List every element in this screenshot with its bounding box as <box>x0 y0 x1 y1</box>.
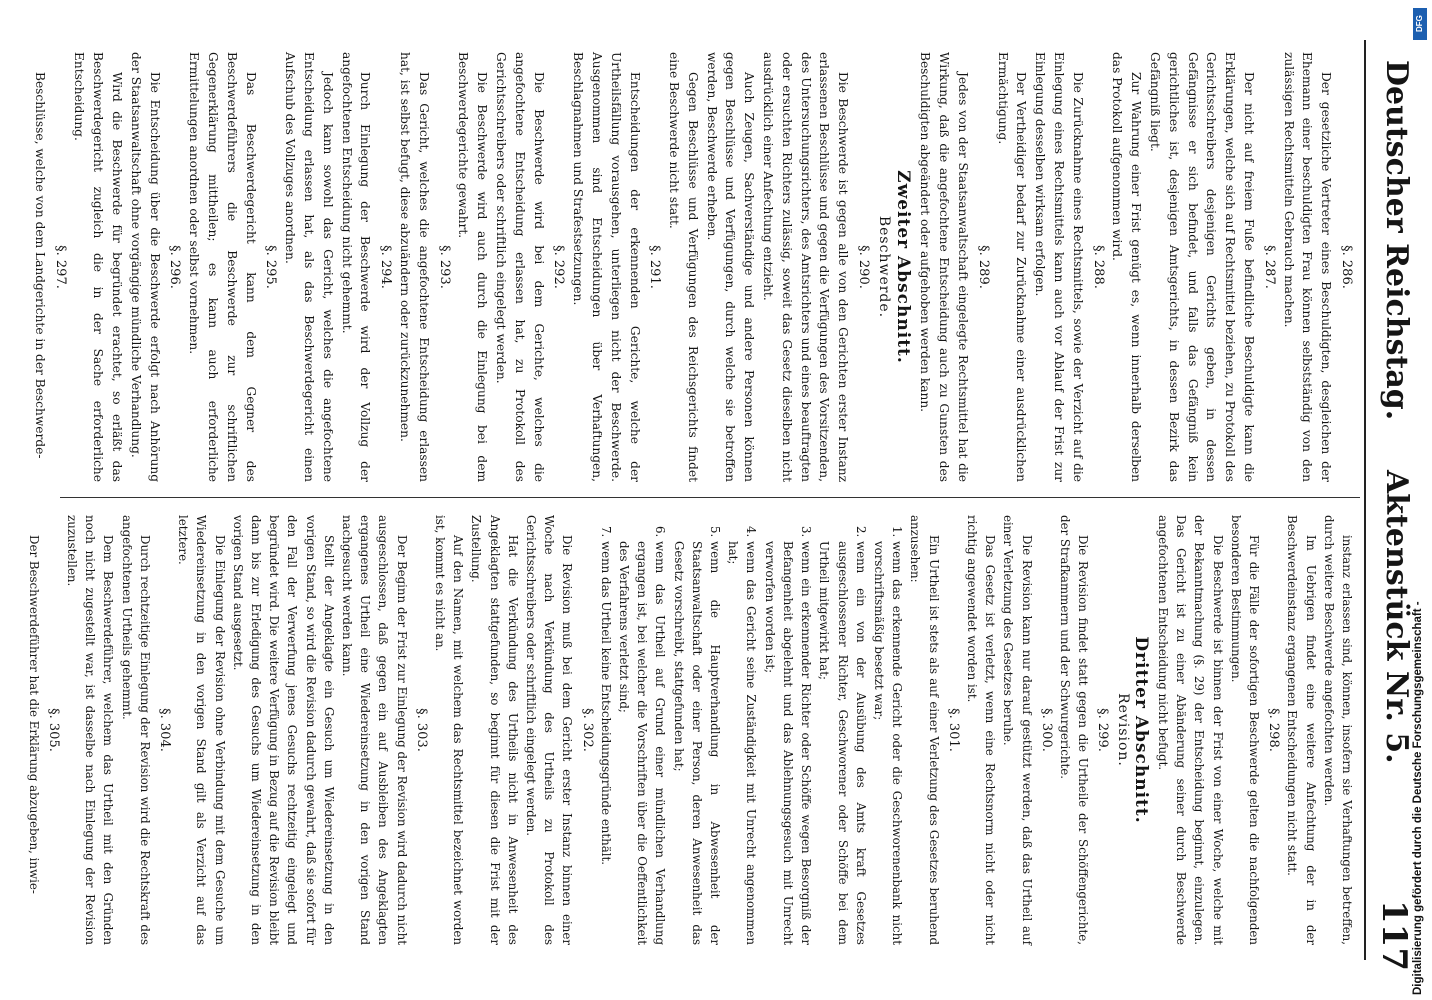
paragraph: Wird die Beschwerde für begründet erachtet, so erläßt das Beschwerdegericht zugleich die in der Sache erforderliche Entscheidung. <box>72 52 124 482</box>
section-number: §. 298. <box>1266 708 1282 752</box>
paragraph: Die Beschwerde ist binnen der Frist von einer Woche, welche mit der Bekanntmachung (§. 29) der Entscheidung beginnt, einzulegen. Das Gericht ist zu einer Abänderung seiner durch Beschwerde angefochtenen Entscheidung nicht befugt. <box>1155 515 1225 945</box>
paragraph: Zur Wahrung einer Frist genügt es, wenn innerhalb derselben das Protokoll aufgenommen wird. <box>1110 52 1144 482</box>
paragraph: Jedoch kann sowohl das Gericht, welches die angefochtene Entscheidung erlassen hat, als das Beschwerdegericht einen Aufschub des Vollzuges anordnen. <box>283 52 335 482</box>
paragraph: Das Gesetz ist verletzt, wenn eine Rechtsnorm nicht oder nicht richtig angewendet worden ist. <box>964 515 998 945</box>
paragraph: Ein Urtheil ist stets als auf einer Verletzung des Gesetzes beruhend anzusehen: <box>908 515 941 945</box>
header-rule <box>1364 40 1366 960</box>
running-header-left: Deutscher Reichstag. <box>1379 60 1414 421</box>
section-number: §. 297. <box>52 245 68 289</box>
paragraph: Der gesetzliche Vertreter eines Beschuldigten, desgleichen der Ehemann einer beschuldigten Frau können selbstständig von den zulässigen Rechtsmitteln Gebrauch machen. <box>1281 52 1334 482</box>
section-number: §. 294. <box>378 245 394 289</box>
digitization-credit: Digitalisierung gefördert durch die Deutsche Forschungsgemeinschaft - <box>1412 601 1424 995</box>
paragraph: Stellt der Angeklagte ein Gesuch um Wiedereinsetzung in den vorigen Stand, so wird die Revision dadurch gewahrt, daß sie sofort für den Fall der Verwerfung jenes Gesuchs rechtzeitig eingelegt und begründet wird. Die weitere Verfügung in Bezug auf die Revision bleibt dann bis zur Erledigung des Gesuchs um Wiedereinsetzung in den vorigen Stand ausgesetzt. <box>230 515 336 945</box>
paragraph: Die Zurücknahme eines Rechtsmittels, sowie der Verzicht auf die Einlegung eines Rechtsmittels kann auch vor Ablauf der Frist zur Einlegung desselben wirksam erfolgen. <box>1033 52 1085 482</box>
paragraph: Der Beschwerdeführer hat die Erklärung abzugeben, inwie- <box>26 535 41 894</box>
paragraph: Auch Zeugen, Sachverständige und andere Personen können gegen Beschlüsse und Verfügungen, durch welche sie betroffen werden, Beschwerde erheben. <box>704 52 757 482</box>
section-number: §. 303. <box>413 708 429 752</box>
paragraph: Die Beschwerde wird auch durch die Einlegung bei dem Beschwerdegerichte gewahrt. <box>456 52 490 482</box>
column-divider <box>60 497 1360 498</box>
section-number: §. 289. <box>975 245 991 289</box>
section-number: §. 286. <box>1339 245 1354 289</box>
section-number: §. 291. <box>647 245 663 289</box>
section-number: §. 290. <box>856 245 872 289</box>
list-item: 2. wenn ein von der Ausübung des Amts kraft Gesetzes ausgeschlossener Richter, Geschworener oder Schöffe bei dem Urtheil mitgewirkt hat; <box>815 541 870 945</box>
paragraph: Für die Fälle der sofortigen Beschwerde gelten die nachfolgenden besonderen Bestimmungen. <box>1228 515 1261 945</box>
section-number: §. 304. <box>157 708 172 752</box>
right-column <box>24 515 1356 945</box>
paragraph: Die Revision muß bei dem Gericht erster Instanz binnen einer Woche nach Verkündung des Urtheils zu Protokoll des Gerichtsschreibers oder schriftlich eingelegt werden. <box>524 515 575 945</box>
section-number: §. 296. <box>167 245 183 289</box>
section-number: §. 287. <box>1261 245 1277 289</box>
section-number: §. 292. <box>551 245 567 289</box>
section-number: §. 299. <box>1095 708 1111 752</box>
paragraph: Jedes von der Staatsanwaltschaft eingelegte Rechtsmittel hat die Wirkung, daß die angefochtene Entscheidung auch zu Gunsten des Beschuldigten abgeändert oder aufgehoben werden kann. <box>918 52 971 482</box>
chapter-heading: Zweiter Abschnitt. <box>892 170 913 364</box>
section-number: §. 288. <box>1090 245 1106 289</box>
paragraph: Im Uebrigen findet eine weitere Anfechtung der in der Beschwerdeinstanz ergangenen Entscheidungen nicht statt. <box>1285 515 1318 945</box>
paragraph: Der Vertheidiger bedarf zur Zurücknahme einer ausdrücklichen Ermächtigung. <box>995 52 1029 482</box>
paragraph: Durch Einlegung der Beschwerde wird der Vollzug der angefochtenen Entscheidung nicht gehemmt. <box>339 52 373 482</box>
section-number: §. 295. <box>263 245 279 289</box>
section-number: §. 302. <box>579 708 595 752</box>
paragraph: Gegen Beschlüsse und Verfügungen des Reichsgerichts findet eine Beschwerde nicht statt. <box>667 52 700 482</box>
list-item: 7. wenn das Urtheil keine Entscheidungsgründe enthält. <box>597 541 615 945</box>
chapter-subtitle: Beschwerde. <box>875 215 892 319</box>
section-number: §. 300. <box>1038 708 1054 752</box>
numbered-list <box>597 515 906 945</box>
list-item: 5. wenn die Hauptverhandlung in Abwesenheit der Staatsanwaltschaft oder einer Person, deren Anwesenheit das Gesetz vorschreibt, stattgefunden hat; <box>669 541 724 945</box>
list-item: 4. wenn das Gericht seine Zuständigkeit mit Unrecht angenommen hat; <box>724 541 760 945</box>
paragraph: Die Einlegung der Revision ohne Verbindung mit dem Gesuche um Wiedereinsetzung in den vorigen Stand gilt als Verzicht auf das letztere. <box>176 515 227 945</box>
page-number: 117 <box>1374 900 1414 971</box>
paragraph: Die Revision kann nur darauf gestützt werden, daß das Urtheil auf einer Verletzung des Gesetzes beruhe. <box>1001 515 1034 945</box>
chapter-subtitle: Revision. <box>1114 693 1131 767</box>
paragraph: Dem Beschwerdeführer, welchem das Urtheil mit den Gründen noch nicht zugestellt war, ist dasselbe nach Einlegung der Revision zuzustellen. <box>64 515 116 945</box>
paragraph: Die Entscheidung über die Beschwerde erfolgt nach Anhörung der Staatsanwaltschaft ohne vorgängige mündliche Verhandlung. <box>128 52 162 482</box>
paragraph: Beschlüsse, welche von dem Landgerichte in der Beschwerde- <box>32 72 47 459</box>
left-column <box>30 52 1356 482</box>
paragraph: Der nicht auf freiem Fuße befindliche Beschuldigte kann die Erklärungen, welche sich auf Rechtsmittel beziehen, zu Protokoll des Gerichtsschreibers desjenigen Gerichts geben, in dessen Gefängnisse er sich befindet, und falls das Gefängniß kein gerichtliches ist, desjenigen Amtsgerichts, in dessen Bezirk das Gefängniß liegt. <box>1148 52 1257 482</box>
section-number: §. 305. <box>45 708 61 752</box>
paragraph: instanz erlassen sind, können, insofern sie Verhaftungen betreffen, durch weitere Beschwerde angefochten werden. <box>1321 515 1354 945</box>
paragraph: Hat die Verkündung des Urtheils nicht in Anwesenheit des Angeklagten stattgefunden, so beginnt für diesen die Frist mit der Zustellung. <box>469 515 520 945</box>
section-number: §. 293. <box>436 245 452 289</box>
paragraph: Entscheidungen der erkennenden Gerichte, welche der Urtheilsfällung vorausgehen, unterliegen nicht der Beschwerde. Ausgenommen sind Entscheidungen über Verhaftungen, Beschlagnahmen und Strafestsetzungen. <box>571 52 642 482</box>
list-item: 3. wenn ein erkennender Richter oder Schöffe wegen Besorgniß der Befangenheit abgelehnt und das Ablehnungsgesuch mit Unrecht verworfen worden ist; <box>761 541 816 945</box>
paragraph: Auf den Namen, mit welchem das Rechtsmittel bezeichnet worden ist, kommt es nicht an. <box>433 515 466 945</box>
running-header-center: Aktenstück Nr. 5. <box>1379 470 1414 764</box>
list-item: 1. wenn das erkennende Gericht oder die Geschworenenbank nicht vorschriftsmäßig besetzt war; <box>870 541 906 945</box>
section-number: §. 301. <box>945 708 961 752</box>
chapter-heading: Dritter Abschnitt. <box>1130 636 1151 824</box>
list-item: 6. wenn das Urtheil auf Grund einer mündlichen Verhandlung ergangen ist, bei welcher die Vorschriften über die Oeffentlichkeit des Verfahrens verletzt sind; <box>615 541 670 945</box>
paragraph: Die Revision findet statt gegen die Urtheile der Schöffengerichte, der Strafkammern und der Schwurgerichte. <box>1057 515 1091 945</box>
paragraph: Das Gericht, welches die angefochtene Entscheidung erlassen hat, ist selbst befugt, diese abzuändern oder zurückzunehmen. <box>397 52 431 482</box>
dfg-logo: DFG <box>1413 8 1427 40</box>
paragraph: Das Beschwerdegericht kann dem Gegner des Beschwerdeführers die Beschwerde zur schriftlichen Gegenerklärung mittheilen; es kann auch erforderliche Ermittelungen anordnen oder selbst vornehmen. <box>187 52 258 482</box>
paragraph: Durch rechtzeitige Einlegung der Revision wird die Rechtskraft des angefochtenen Urtheils gehemmt. <box>119 515 152 945</box>
paragraph: Der Beginn der Frist zur Einlegung der Revision wird dadurch nicht ausgeschlossen, daß gegen ein auf Ausbleiben des Angeklagten ergangenes Urtheil eine Wiedereinsetzung in den vorigen Stand nachgesucht werden kann. <box>340 515 409 945</box>
paragraph: Die Beschwerde ist gegen alle von den Gerichten erster Instanz erlassenen Beschlüsse und gegen die Verfügungen des Vorsitzenden, des Untersuchungsrichters, des Amtsrichters und eines beauftragten oder ersuchten Richters zulässig, soweit das Gesetz dieselben nicht ausdrücklich einer Anfechtung entzieht. <box>761 52 851 482</box>
paragraph: Die Beschwerde wird bei dem Gerichte, welches die angefochtene Entscheidung erlassen hat, zu Protokoll des Gerichtsschreibers oder schriftlich eingelegt werden. <box>493 52 546 482</box>
